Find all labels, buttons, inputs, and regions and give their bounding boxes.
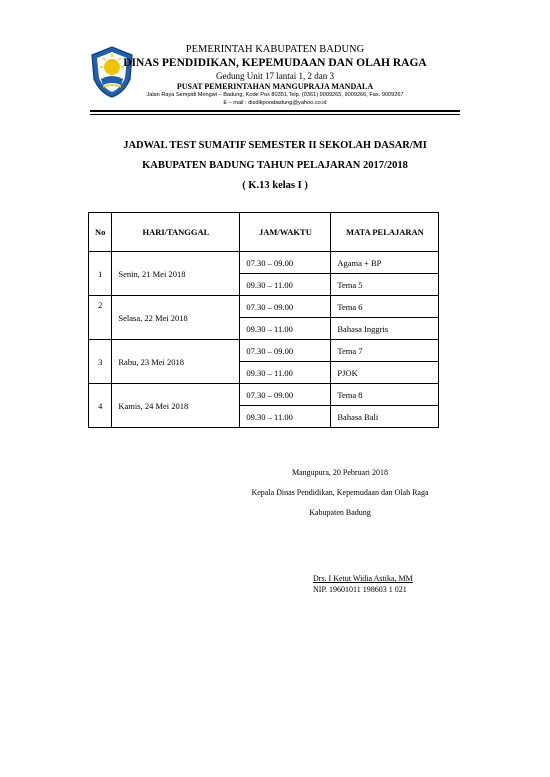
schedule-table [88, 212, 439, 428]
row-subject: Bahasa Bali [331, 406, 439, 428]
letterhead-email: E – mail : disdikporabadung@yahoo.co.id [223, 100, 327, 106]
letterhead-department: DINAS PENDIDIKAN, KEPEMUDAAN DAN OLAH RAGA [123, 57, 427, 69]
row-day: Rabu, 23 Mei 2018 [112, 340, 240, 384]
row-no: 3 [89, 340, 112, 384]
header-no: No [89, 213, 112, 252]
document-title: JADWAL TEST SUMATIF SEMESTER II SEKOLAH DASAR/MI [123, 140, 427, 151]
table-row [89, 296, 439, 318]
row-subject: Tema 6 [331, 296, 439, 318]
row-time: 07.30 – 09.00 [240, 252, 331, 274]
signature-nip: NIP. 19601011 198603 1 021 [313, 585, 407, 594]
row-time: 07.30 – 09.00 [240, 384, 331, 406]
letterhead-rule-thick [90, 110, 460, 112]
row-no: 1 [89, 252, 112, 296]
signature-place-date: Mangupura, 20 Pebruari 2018 [292, 468, 388, 477]
table-row [89, 340, 439, 362]
table-row [89, 384, 439, 406]
table-header-row [89, 213, 439, 252]
signature-region: Kabupaten Badung [309, 508, 371, 517]
signature-name: Drs. I Ketut Widia Astika, MM [313, 574, 413, 583]
row-subject: Tema 7 [331, 340, 439, 362]
row-no: 2 [89, 296, 112, 340]
header-day: HARI/TANGGAL [112, 213, 240, 252]
row-subject: PJOK [331, 362, 439, 384]
row-day: Selasa, 22 Mei 2018 [112, 296, 240, 340]
row-subject: Agama + BP [331, 252, 439, 274]
row-time: 07.30 – 09.00 [240, 296, 331, 318]
row-subject: Tema 5 [331, 274, 439, 296]
header-time: JAM/WAKTU [240, 213, 331, 252]
table-row [89, 252, 439, 274]
row-time: 07.30 – 09.00 [240, 340, 331, 362]
row-day: Kamis, 24 Mei 2018 [112, 384, 240, 428]
row-subject: Tema 8 [331, 384, 439, 406]
row-day: Senin, 21 Mei 2018 [112, 252, 240, 296]
header-subject: MATA PELAJARAN [331, 213, 439, 252]
document-subtitle: KABUPATEN BADUNG TAHUN PELAJARAN 2017/2018 [142, 160, 408, 171]
row-time: 09.30 – 11.00 [240, 318, 331, 340]
letterhead-address: Jalan Raya Sempidi Mengwi – Badung, Kode Pos 80351,Telp. (0361) 9009265, 9009266, Fax. 9009267 [146, 92, 404, 98]
row-time: 09.30 – 11.00 [240, 362, 331, 384]
signature-position: Kepala Dinas Pendidikan, Kepemudaan dan Olah Raga [251, 488, 429, 497]
row-subject: Bahasa Inggris [331, 318, 439, 340]
row-time: 09.30 – 11.00 [240, 274, 331, 296]
letterhead-center: PUSAT PEMERINTAHAN MANGUPRAJA MANDALA [176, 82, 374, 91]
letterhead-building: Gedung Unit 17 lantai 1, 2 dan 3 [216, 71, 334, 81]
document-class: ( K.13 kelas I ) [242, 180, 308, 191]
letterhead-government: PEMERINTAH KABUPATEN BADUNG [185, 44, 365, 55]
row-time: 09.30 – 11.00 [240, 406, 331, 428]
letterhead-rule-thin [90, 114, 460, 115]
row-no: 4 [89, 384, 112, 428]
